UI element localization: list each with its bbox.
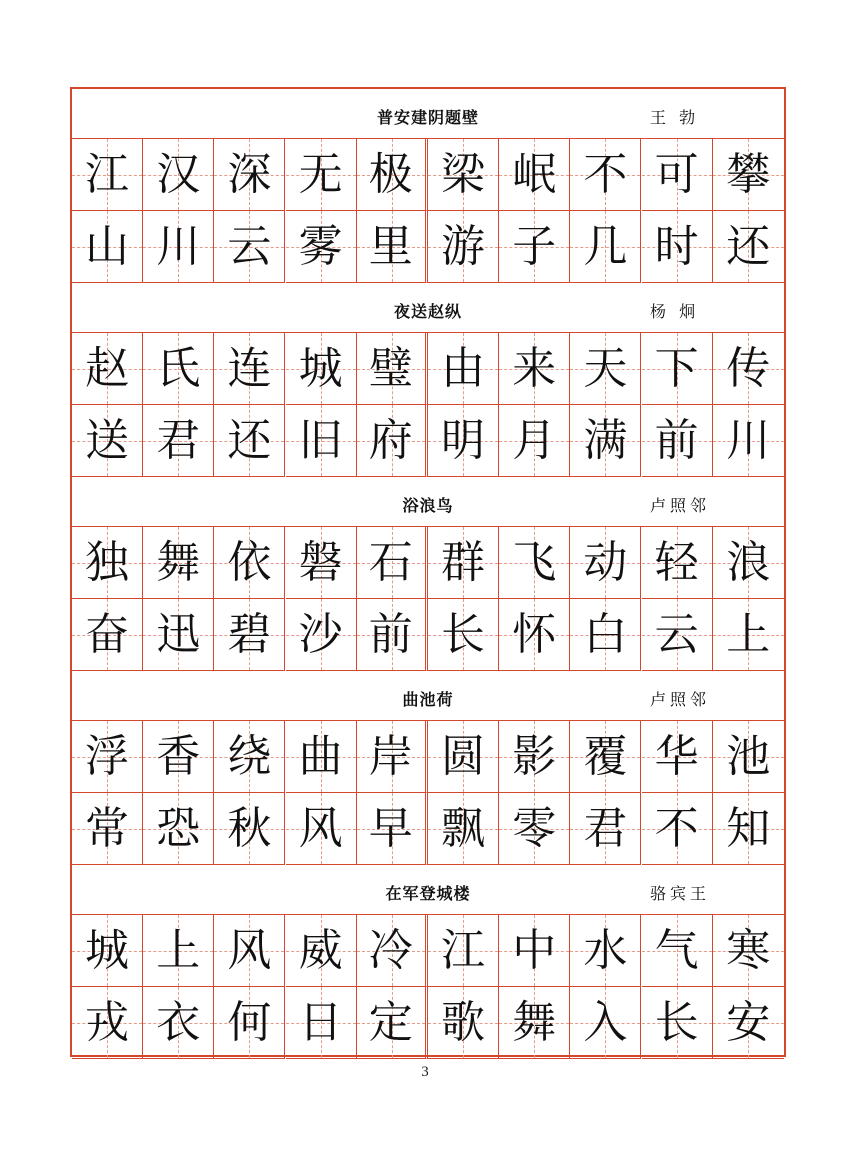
calligraphy-character: 还 (227, 414, 272, 466)
calligraphy-character: 飘 (441, 802, 485, 854)
poem-author: 王 勃 (650, 108, 700, 127)
character-cell (713, 527, 784, 599)
character-cell (499, 793, 570, 865)
calligraphy-character: 寒 (726, 924, 771, 976)
character-row (72, 793, 784, 865)
character-cell (499, 721, 570, 793)
character-cell (72, 599, 143, 671)
calligraphy-character: 石 (368, 536, 413, 588)
calligraphy-character: 碧 (227, 608, 272, 660)
calligraphy-character: 怀 (512, 608, 557, 660)
calligraphy-character: 旧 (298, 414, 343, 466)
character-cell (214, 987, 285, 1059)
character-cell (499, 139, 570, 211)
character-cell (570, 721, 641, 793)
character-cell (499, 527, 570, 599)
character-cell (214, 793, 285, 865)
character-cell (428, 915, 499, 987)
character-cell (286, 527, 357, 599)
calligraphy-character: 梁 (441, 148, 485, 200)
character-row (72, 599, 784, 671)
character-cell (428, 139, 499, 211)
calligraphy-character: 独 (85, 536, 129, 588)
calligraphy-character: 香 (156, 730, 201, 782)
character-cell (357, 915, 428, 987)
character-cell (570, 211, 641, 283)
character-cell (642, 987, 713, 1059)
character-cell (570, 527, 641, 599)
calligraphy-character: 前 (368, 608, 413, 660)
calligraphy-character: 戎 (85, 996, 129, 1048)
calligraphy-character: 满 (583, 414, 628, 466)
calligraphy-character: 由 (441, 342, 485, 394)
character-cell (143, 333, 214, 405)
character-cell (286, 987, 357, 1059)
poem-title-row (72, 477, 784, 527)
calligraphy-character: 川 (156, 220, 201, 272)
character-cell (214, 139, 285, 211)
character-cell (72, 721, 143, 793)
calligraphy-character: 来 (512, 342, 557, 394)
poem-title: 曲池荷 (402, 690, 454, 709)
character-cell (713, 793, 784, 865)
character-cell (143, 405, 214, 477)
character-cell (143, 721, 214, 793)
calligraphy-character: 轻 (654, 536, 699, 588)
character-cell (72, 211, 143, 283)
calligraphy-character: 迅 (156, 608, 201, 660)
calligraphy-character: 游 (441, 220, 485, 272)
calligraphy-character: 定 (368, 996, 413, 1048)
poem-title: 普安建阴题壁 (376, 108, 479, 127)
character-cell (143, 527, 214, 599)
calligraphy-character: 上 (156, 924, 201, 976)
character-cell (214, 405, 285, 477)
character-row (72, 211, 784, 283)
calligraphy-character: 知 (726, 802, 771, 854)
character-cell (357, 211, 428, 283)
character-cell (428, 527, 499, 599)
poem-section (72, 283, 784, 477)
calligraphy-character: 浮 (85, 730, 129, 782)
character-cell (72, 793, 143, 865)
calligraphy-character: 江 (85, 148, 129, 200)
character-cell (713, 599, 784, 671)
calligraphy-character: 雾 (298, 220, 343, 272)
character-cell (642, 721, 713, 793)
calligraphy-character: 氏 (156, 342, 201, 394)
calligraphy-character: 影 (512, 730, 557, 782)
calligraphy-character: 舞 (156, 536, 201, 588)
calligraphy-character: 覆 (583, 730, 628, 782)
character-cell (499, 333, 570, 405)
character-cell (713, 139, 784, 211)
character-row (72, 139, 784, 211)
character-cell (357, 405, 428, 477)
character-cell (286, 793, 357, 865)
calligraphy-character: 安 (726, 996, 771, 1048)
calligraphy-character: 曲 (298, 730, 343, 782)
calligraphy-character: 岷 (512, 148, 557, 200)
character-row (72, 721, 784, 793)
character-cell (143, 211, 214, 283)
character-cell (143, 139, 214, 211)
character-cell (642, 333, 713, 405)
calligraphy-character: 秋 (227, 802, 272, 854)
calligraphy-character: 传 (726, 342, 771, 394)
calligraphy-character: 常 (85, 802, 129, 854)
character-cell (72, 139, 143, 211)
calligraphy-character: 恐 (156, 802, 201, 854)
calligraphy-character: 送 (85, 414, 129, 466)
character-cell (713, 721, 784, 793)
character-cell (570, 139, 641, 211)
character-cell (642, 599, 713, 671)
calligraphy-character: 前 (654, 414, 699, 466)
character-cell (357, 599, 428, 671)
calligraphy-character: 池 (726, 730, 771, 782)
character-cell (713, 211, 784, 283)
poem-title-row (72, 283, 784, 333)
calligraphy-character: 浪 (726, 536, 771, 588)
character-cell (713, 987, 784, 1059)
character-row (72, 405, 784, 477)
character-cell (428, 987, 499, 1059)
character-cell (143, 599, 214, 671)
poem-section (72, 865, 784, 1059)
character-cell (286, 721, 357, 793)
calligraphy-character: 威 (298, 924, 343, 976)
character-cell (713, 405, 784, 477)
calligraphy-character: 不 (654, 802, 699, 854)
page-number: 3 (421, 1064, 429, 1080)
poem-author: 骆宾王 (650, 884, 711, 903)
character-cell (570, 987, 641, 1059)
calligraphy-character: 赵 (85, 342, 129, 394)
calligraphy-character: 不 (583, 148, 628, 200)
character-cell (72, 987, 143, 1059)
calligraphy-character: 衣 (156, 996, 201, 1048)
character-cell (499, 599, 570, 671)
character-cell (214, 599, 285, 671)
character-cell (143, 915, 214, 987)
character-cell (713, 333, 784, 405)
calligraphy-character: 汉 (156, 148, 201, 200)
calligraphy-character: 极 (368, 148, 413, 200)
calligraphy-character: 连 (227, 342, 272, 394)
practice-sheet (70, 87, 786, 1057)
character-cell (642, 527, 713, 599)
character-cell (357, 793, 428, 865)
calligraphy-character: 江 (441, 924, 485, 976)
character-cell (286, 211, 357, 283)
calligraphy-character: 还 (726, 220, 771, 272)
calligraphy-character: 云 (654, 608, 699, 660)
calligraphy-character: 奋 (85, 608, 129, 660)
character-cell (286, 915, 357, 987)
character-cell (143, 987, 214, 1059)
calligraphy-character: 川 (726, 414, 771, 466)
character-cell (214, 211, 285, 283)
character-cell (72, 915, 143, 987)
character-row (72, 333, 784, 405)
calligraphy-character: 君 (583, 802, 628, 854)
character-cell (214, 333, 285, 405)
character-cell (357, 987, 428, 1059)
calligraphy-character: 中 (512, 924, 557, 976)
calligraphy-character: 山 (85, 220, 129, 272)
character-cell (428, 721, 499, 793)
calligraphy-character: 时 (654, 220, 699, 272)
poem-section (72, 671, 784, 865)
character-cell (72, 527, 143, 599)
character-cell (570, 405, 641, 477)
character-cell (642, 915, 713, 987)
calligraphy-character: 长 (441, 608, 485, 660)
character-cell (642, 211, 713, 283)
character-cell (357, 333, 428, 405)
poem-title: 在军登城楼 (385, 884, 471, 903)
calligraphy-character: 璧 (368, 342, 413, 394)
poem-author: 卢照邻 (650, 496, 711, 515)
calligraphy-character: 动 (583, 536, 628, 588)
calligraphy-character: 深 (227, 148, 272, 200)
calligraphy-character: 绕 (227, 730, 272, 782)
character-cell (214, 915, 285, 987)
character-row (72, 915, 784, 987)
calligraphy-character: 攀 (726, 148, 771, 200)
calligraphy-character: 子 (512, 220, 557, 272)
calligraphy-character: 风 (298, 802, 343, 854)
character-cell (72, 333, 143, 405)
character-cell (357, 721, 428, 793)
character-cell (286, 599, 357, 671)
character-cell (214, 721, 285, 793)
character-cell (499, 405, 570, 477)
calligraphy-character: 上 (726, 608, 771, 660)
character-cell (570, 793, 641, 865)
calligraphy-character: 华 (654, 730, 699, 782)
calligraphy-character: 几 (583, 220, 628, 272)
character-cell (642, 793, 713, 865)
calligraphy-character: 白 (583, 608, 628, 660)
character-cell (499, 211, 570, 283)
calligraphy-character: 城 (298, 342, 343, 394)
calligraphy-character: 入 (583, 996, 628, 1048)
character-cell (286, 405, 357, 477)
calligraphy-character: 下 (654, 342, 699, 394)
character-cell (428, 793, 499, 865)
calligraphy-character: 舞 (512, 996, 557, 1048)
calligraphy-character: 早 (368, 802, 413, 854)
character-cell (357, 527, 428, 599)
character-cell (428, 211, 499, 283)
calligraphy-character: 零 (512, 802, 557, 854)
character-cell (214, 527, 285, 599)
calligraphy-character: 君 (156, 414, 201, 466)
character-cell (713, 915, 784, 987)
calligraphy-character: 天 (583, 342, 628, 394)
calligraphy-character: 可 (654, 148, 699, 200)
calligraphy-character: 府 (368, 414, 413, 466)
character-cell (428, 333, 499, 405)
calligraphy-character: 歌 (441, 996, 485, 1048)
calligraphy-character: 冷 (368, 924, 413, 976)
character-cell (642, 405, 713, 477)
calligraphy-character: 飞 (512, 536, 557, 588)
calligraphy-character: 长 (654, 996, 699, 1048)
poem-title-row (72, 865, 784, 915)
poem-title-row (72, 89, 784, 139)
poem-title: 夜送赵纵 (393, 302, 462, 321)
calligraphy-character: 日 (298, 996, 343, 1048)
calligraphy-character: 沙 (298, 608, 343, 660)
calligraphy-character: 气 (654, 924, 699, 976)
calligraphy-character: 水 (583, 924, 628, 976)
character-cell (570, 333, 641, 405)
character-cell (143, 793, 214, 865)
character-row (72, 527, 784, 599)
calligraphy-character: 无 (298, 148, 343, 200)
calligraphy-character: 月 (512, 414, 557, 466)
calligraphy-character: 明 (441, 414, 485, 466)
poem-title-row (72, 671, 784, 721)
calligraphy-character: 城 (85, 924, 129, 976)
poem-section (72, 89, 784, 283)
calligraphy-character: 里 (368, 220, 413, 272)
poem-author: 杨 炯 (650, 302, 700, 321)
poem-author: 卢照邻 (650, 690, 711, 709)
character-cell (286, 139, 357, 211)
calligraphy-character: 依 (227, 536, 272, 588)
character-cell (499, 915, 570, 987)
character-cell (570, 599, 641, 671)
poem-section (72, 477, 784, 671)
calligraphy-character: 风 (227, 924, 272, 976)
character-cell (570, 915, 641, 987)
character-cell (499, 987, 570, 1059)
character-cell (72, 405, 143, 477)
character-cell (286, 333, 357, 405)
character-cell (357, 139, 428, 211)
calligraphy-character: 岸 (368, 730, 413, 782)
character-cell (642, 139, 713, 211)
calligraphy-character: 磐 (298, 536, 343, 588)
character-row (72, 987, 784, 1059)
calligraphy-character: 云 (227, 220, 272, 272)
character-cell (428, 405, 499, 477)
poem-title: 浴浪鸟 (402, 496, 454, 515)
calligraphy-character: 圆 (441, 730, 485, 782)
calligraphy-character: 群 (441, 536, 485, 588)
calligraphy-character: 何 (227, 996, 272, 1048)
character-cell (428, 599, 499, 671)
